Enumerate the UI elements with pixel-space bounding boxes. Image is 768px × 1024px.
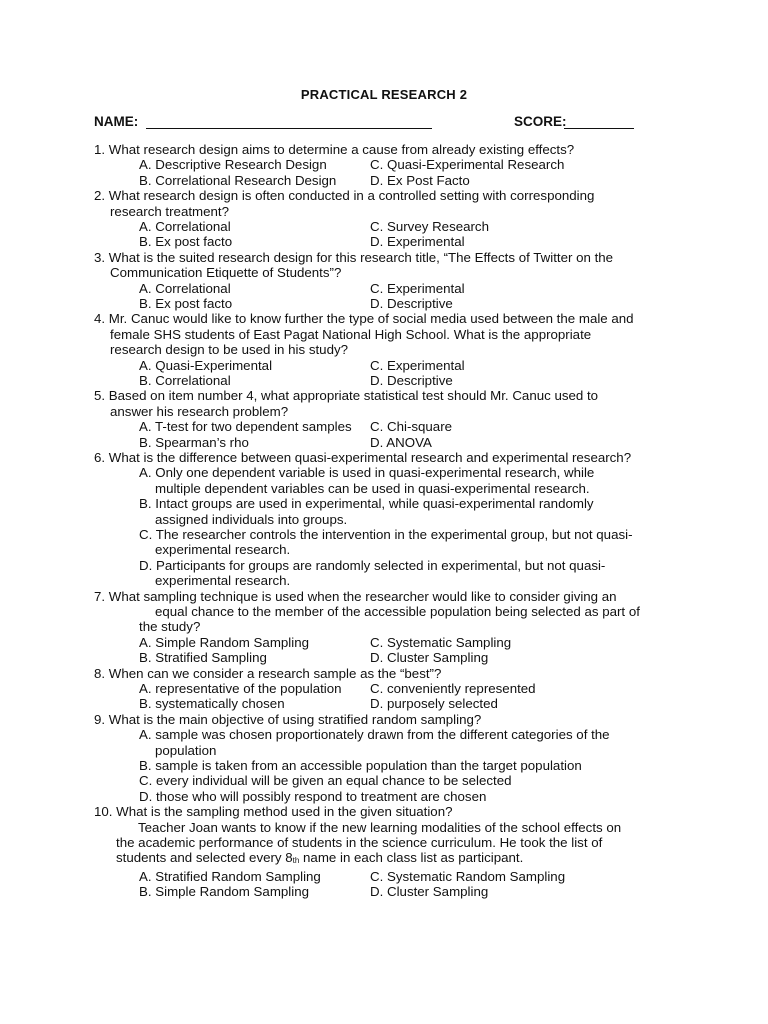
answer-option[interactable]: A. representative of the population <box>139 681 342 697</box>
answer-option-line: A. sample was chosen proportionately drawn from the different categories of the <box>139 727 610 743</box>
question-8 <box>94 666 694 712</box>
question-9 <box>94 712 694 804</box>
option-row <box>94 157 694 172</box>
answer-option[interactable]: C. Experimental <box>370 280 465 296</box>
option-row <box>94 635 694 650</box>
answer-option[interactable]: D. purposely selected <box>370 696 498 712</box>
answer-option[interactable]: D. Experimental <box>370 234 465 250</box>
question-stem-line: research design to be used in his study? <box>110 342 349 358</box>
answer-option[interactable]: B. Correlational <box>139 372 231 388</box>
question-stem-line: Communication Etiquette of Students”? <box>110 265 342 281</box>
question-10 <box>94 804 694 899</box>
answer-option[interactable]: D. ANOVA <box>370 434 432 450</box>
scenario-line: Teacher Joan wants to know if the new learning modalities of the school effects on <box>138 819 622 835</box>
answer-option[interactable]: A. Stratified Random Sampling <box>139 868 321 884</box>
scenario-line: the academic performance of students in the science curriculum. He took the list of <box>116 835 603 851</box>
answer-option[interactable]: D. Cluster Sampling <box>370 650 489 666</box>
question-stem-line: answer his research problem? <box>110 403 289 419</box>
option-row <box>94 173 694 188</box>
option-row <box>94 219 694 234</box>
answer-option-line: B. Intact groups are used in experimental, while quasi-experimental randomly <box>139 496 594 512</box>
page-title: PRACTICAL RESEARCH 2 <box>300 87 468 102</box>
option-row <box>94 296 694 311</box>
question-stem-line: 8. When can we consider a research sample as the “best”? <box>94 665 442 681</box>
answer-option[interactable]: C. Quasi-Experimental Research <box>370 157 565 173</box>
answer-option-line: experimental research. <box>155 573 291 589</box>
option-row <box>94 869 694 884</box>
question-stem-line: 2. What research design is often conducted in a controlled setting with corresponding <box>94 188 595 204</box>
option-row <box>94 650 694 665</box>
answer-option[interactable] <box>139 773 694 788</box>
answer-option[interactable] <box>139 727 694 758</box>
question-stem-line: the study? <box>139 619 201 635</box>
answer-option[interactable]: B. Spearman’s rho <box>139 434 249 450</box>
stacked-options <box>94 465 694 588</box>
answer-option[interactable] <box>139 758 694 773</box>
answer-option[interactable]: A. Simple Random Sampling <box>139 634 309 650</box>
ordinal-suffix: th <box>292 856 300 866</box>
answer-option-line: D. those who will possibly respond to treatment are chosen <box>139 788 487 804</box>
question-7 <box>94 589 694 666</box>
option-row <box>94 358 694 373</box>
question-list <box>94 142 694 900</box>
question-stem-line: 5. Based on item number 4, what appropriate statistical test should Mr. Canuc used to <box>94 388 599 404</box>
answer-option-line: B. sample is taken from an accessible population than the target population <box>139 758 582 774</box>
question-2 <box>94 188 694 250</box>
question-stem-line: 4. Mr. Canuc would like to know further the type of social media used between the male and <box>94 311 634 327</box>
answer-option-line: D. Participants for groups are randomly selected in experimental, but not quasi- <box>139 557 606 573</box>
name-label: NAME: <box>94 114 139 129</box>
question-stem-line: research treatment? <box>110 203 229 219</box>
answer-option-line: A. Only one dependent variable is used in quasi-experimental research, while <box>139 465 595 481</box>
scenario-passage <box>94 820 694 869</box>
answer-option[interactable]: D. Cluster Sampling <box>370 884 489 900</box>
answer-option[interactable]: C. Systematic Sampling <box>370 634 512 650</box>
score-label: SCORE: <box>514 114 567 129</box>
option-row <box>94 234 694 249</box>
answer-option[interactable]: C. Chi-square <box>370 419 453 435</box>
answer-option[interactable] <box>139 496 694 527</box>
question-stem-line: equal chance to the member of the accessible population being selected as part of <box>155 604 640 620</box>
answer-option[interactable]: C. Systematic Random Sampling <box>370 868 566 884</box>
answer-option[interactable]: A. Descriptive Research Design <box>139 157 327 173</box>
option-row <box>94 373 694 388</box>
question-stem-line: 10. What is the sampling method used in the given situation? <box>94 804 453 820</box>
option-row <box>94 419 694 434</box>
answer-option[interactable]: B. Correlational Research Design <box>139 172 337 188</box>
answer-option[interactable]: B. Simple Random Sampling <box>139 884 309 900</box>
answer-option[interactable]: D. Descriptive <box>370 372 453 388</box>
answer-option-line: C. every individual will be given an equal chance to be selected <box>139 773 512 789</box>
option-row <box>94 681 694 696</box>
answer-option[interactable]: C. Survey Research <box>370 219 489 234</box>
answer-option-line: assigned individuals into groups. <box>155 511 348 527</box>
student-header <box>94 114 674 132</box>
question-stem-line: 9. What is the main objective of using stratified random sampling? <box>94 711 482 727</box>
scenario-line: students and selected every $8_{th}$ name in each class list as participant. <box>116 850 524 866</box>
option-row <box>94 281 694 296</box>
answer-option[interactable]: A. Correlational <box>139 219 231 234</box>
score-blank-line[interactable] <box>564 128 634 129</box>
question-stem-line: 7. What sampling technique is used when the researcher would like to consider giving an <box>94 588 617 604</box>
question-3 <box>94 250 694 312</box>
name-blank-line[interactable] <box>146 128 432 129</box>
answer-option-line: multiple dependent variables can be used in quasi-experimental research. <box>155 480 590 496</box>
question-1 <box>94 142 694 188</box>
answer-option-line: population <box>155 742 217 758</box>
answer-option[interactable]: A. Correlational <box>139 280 231 296</box>
option-row <box>94 884 694 899</box>
answer-option[interactable]: B. Stratified Sampling <box>139 650 267 666</box>
option-row <box>94 435 694 450</box>
question-4 <box>94 311 694 388</box>
question-stem-line: 1. What research design aims to determine a cause from already existing effects? <box>94 142 575 157</box>
answer-option[interactable] <box>139 789 694 804</box>
answer-option[interactable]: A. Quasi-Experimental <box>139 357 273 373</box>
answer-option[interactable]: C. Experimental <box>370 357 465 373</box>
option-row <box>94 696 694 711</box>
answer-option-line: C. The researcher controls the intervention in the experimental group, but not quasi- <box>139 527 633 542</box>
answer-option[interactable]: B. Ex post facto <box>139 234 233 250</box>
answer-option[interactable] <box>139 527 694 558</box>
answer-option-line: experimental research. <box>155 542 291 558</box>
answer-option[interactable]: D. Ex Post Facto <box>370 172 470 188</box>
question-stem-line: 3. What is the suited research design for this research title, “The Effects of Twitter on the <box>94 249 614 265</box>
question-5 <box>94 388 694 450</box>
answer-option[interactable]: D. Descriptive <box>370 295 453 311</box>
answer-option[interactable]: C. conveniently represented <box>370 681 536 697</box>
answer-option[interactable]: A. T-test for two dependent samples <box>139 419 352 435</box>
question-6 <box>94 450 694 589</box>
answer-option[interactable]: B. systematically chosen <box>139 696 285 712</box>
question-stem-line: 6. What is the difference between quasi-experimental research and experimental research? <box>94 449 632 465</box>
answer-option[interactable] <box>139 465 694 496</box>
question-stem-line: female SHS students of East Pagat National High School. What is the appropriate <box>110 326 592 342</box>
answer-option[interactable] <box>139 558 694 589</box>
answer-option[interactable]: B. Ex post facto <box>139 295 233 311</box>
stacked-options <box>94 727 694 804</box>
